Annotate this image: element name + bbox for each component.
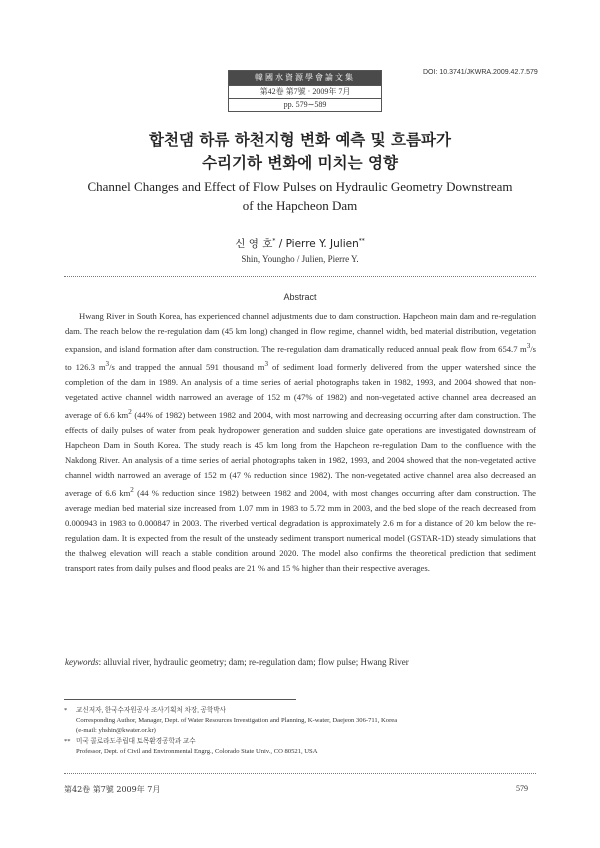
abstract-text: /s and trapped the annual 591 thousand m (109, 361, 265, 372)
footnote-text: 미국 콜로라도주립대 토목환경공학과 교수 (76, 737, 196, 745)
author-line (0, 236, 600, 251)
header-divider (64, 276, 536, 277)
abstract-text: Hwang River in South Korea, has experienced channel adjustments due to dam construction. Hapcheon main dam and re-regulation dam. The reach below the re-regulation dam (45 km long) changed in flow regime, channel width, bed material distribution, vegetation expansion, and island formation after dam construction. The re-regulation dam dramatically reduced annual peak flow from 654.7 m (65, 311, 536, 354)
keywords-label: keywords (65, 657, 99, 667)
footnote-1 (64, 706, 536, 737)
superscript: 3 (526, 342, 531, 351)
journal-info-box (228, 70, 382, 112)
superscript: 2 (130, 486, 134, 495)
journal-volume-issue: 第42卷 第7號 · 2009年 7月 (229, 85, 381, 98)
author-english-name: Pierre Y. Julien (285, 238, 359, 250)
footnote-text: Corresponding Author, Manager, Dept. of Water Resources Investigation and Planning, K-water, Daejeon 306-711, Korea (76, 717, 398, 725)
english-title-line-1: Channel Changes and Effect of Flow Pulses on Hydraulic Geometry Downstream (87, 179, 513, 194)
footer-divider (64, 773, 536, 774)
footnote-2 (64, 737, 536, 757)
superscript: 3 (264, 360, 269, 368)
korean-title-line-1: 합천댐 하류 하천지형 변화 예측 및 흐름파가 (149, 131, 451, 149)
footnote-text: 교신저자, 한국수자원공사 조사기획처 차장, 공학박사 (76, 707, 227, 714)
page-number: 579 (516, 784, 528, 793)
keywords-text: : alluvial river, hydraulic geometry; dam; re-regulation dam; flow pulse; Hwang River (98, 657, 409, 667)
footnote-mark: * (64, 707, 68, 714)
author-korean-name: 신 영 호 (235, 238, 273, 250)
footnotes (64, 706, 536, 757)
superscript: 3 (105, 360, 110, 368)
author-mark-1: * (272, 237, 276, 245)
journal-pages: pp. 579∼589 (229, 98, 381, 111)
doi-text: DOI: 10.3741/JKWRA.2009.42.7.579 (423, 69, 538, 76)
footer-volume: 第42卷 第7號 2009年 7月 (64, 785, 161, 794)
footnote-text: (e-mail: yhshin@kwater.or.kr) (76, 727, 156, 735)
abstract-text: of sediment load formerly delivered from the upper watershed since the completion of the dam in 1989. An analysis of a time series of aerial photographs taken in 1982, 1993, and 2004 showed that non-vegetated active channel width narrowed an average of 152 m (47% of 1982) and non-vegetated active channel area decreased an average of 6.6 km (65, 361, 536, 420)
korean-title-line-2: 수리기하 변화에 미치는 영향 (202, 154, 398, 172)
abstract-text: /s to 126.3 m (65, 343, 536, 372)
footnote-text: Professor, Dept. of Civil and Environmental Engrg., Colorado State Univ., CO 80521, USA (76, 747, 318, 755)
superscript: 2 (128, 408, 132, 416)
abstract-body (65, 309, 536, 576)
footnote-mark: ** (64, 737, 71, 745)
journal-name: 韓國水資源學會論文集 (229, 71, 381, 85)
author-mark-2: ** (358, 237, 365, 245)
author-separator: / (275, 238, 286, 250)
keywords-line (65, 657, 536, 667)
footnote-rule (64, 699, 296, 700)
english-title-line-2: of the Hapcheon Dam (242, 198, 358, 213)
abstract-text: (44 % reduction since 1982) between 1982 and 2004, with most changes occurring after dam construction. The average median bed material size increased from 1.07 mm in 1983 to 5.72 mm in 2003, and the bed slope of the reach decreased from 0.000943 in 1983 to 0.000847 in 2003. The riverbed vertical degradation is approximately 2.6 m for a distance of 20 km below the re-regulation dam. It is expected from the result of the unsteady sediment transport numerical model (GSTAR-1D) steady simulations that the thalweg elevation will reach a stable condition around 2020. The model also confirms the theoretical prediction that sediment transport rates from daily pulses and flood peaks are 21 % and 15 % higher than their respective averages. (65, 487, 537, 574)
abstract-text: (44% of 1982) between 1982 and 2004, with most narrowing and decreasing occurring after dam construction. The effects of daily pulses of water from peak hydropower generation and sudden sluice gate operations are investigated downstream of Hapcheon Dam in South Korea. The study reach is 45 km long from the Hapcheon re-regulation Dam to the confluence with the Nakdong River. An analysis of a time series of aerial photographs taken in 1982, 1993, and 2004 showed that the non-vegetated active channel width narrowed an average of 152 m (47 % reduction since 1982). The non-vegetated active channel area also decreased an average of 6.6 km (65, 409, 536, 498)
author-romanized: Shin, Youngho / Julien, Pierre Y. (241, 254, 359, 264)
abstract-heading: Abstract (283, 292, 317, 302)
